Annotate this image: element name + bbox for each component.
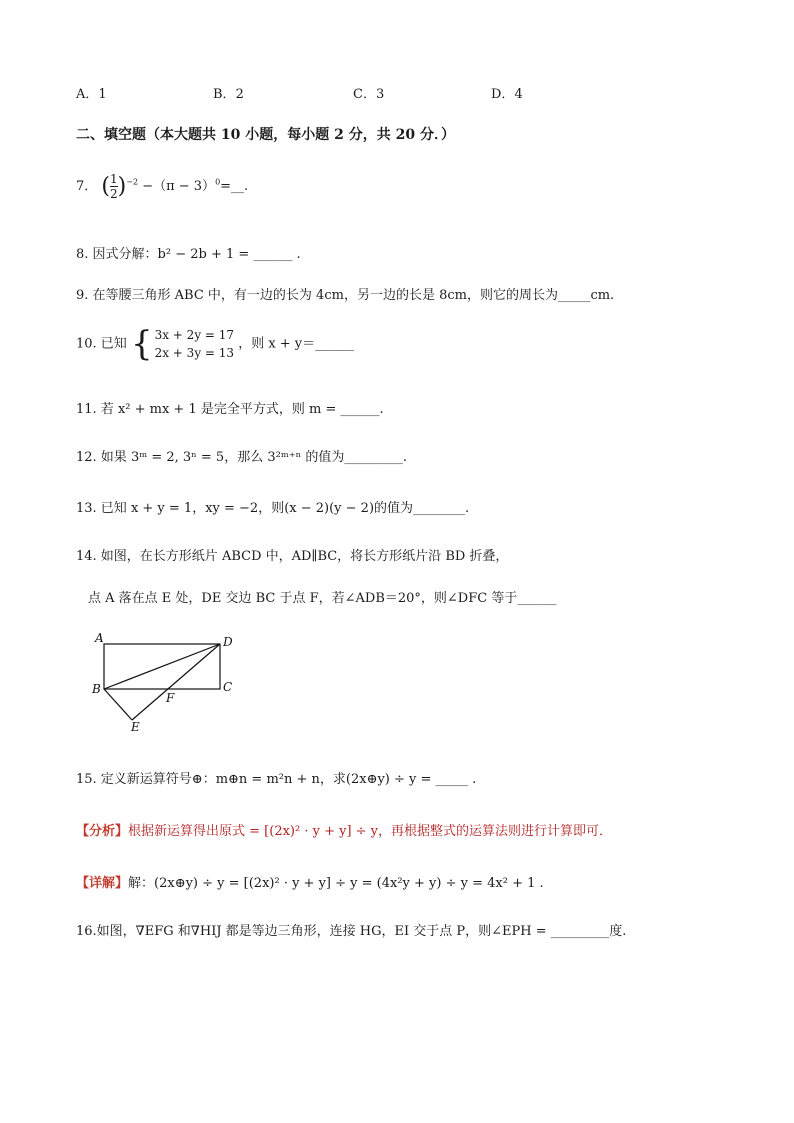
question-9: 9. 在等腰三角形 ABC 中，有一边的长为 4cm，另一边的长是 8cm，则它的周长为_____cm. xyxy=(76,288,615,303)
label-d: D xyxy=(223,635,233,649)
question-7: 7． ( $\frac{1}{2}$ )$^{-2} -(\pi - 3)^0=\_\_$. xyxy=(76,172,249,201)
section-title: 二、填空题（本大题共 10 小题，每小题 2 分，共 20 分．） xyxy=(76,127,455,143)
analysis-tag: 【分析】 xyxy=(76,824,129,839)
analysis-body: 根据新运算得出原式 = [(2x)² · y + y] ÷ y，再根据整式的运算法则进行计算即可． xyxy=(128,824,613,839)
label-a: A xyxy=(95,631,104,645)
label-f: F xyxy=(166,691,175,705)
question-10: 10. 已知 { 3x + 2y = 17 2x + 3y = 13 ，则 x + y＝______ xyxy=(76,324,355,364)
diagonal-bd xyxy=(104,644,220,689)
detail-line xyxy=(76,872,544,891)
question-12: 12. 如果 3ᵐ = 2, 3ⁿ = 5，那么 3²ᵐ⁺ⁿ 的值为_________. xyxy=(76,450,408,465)
detail-body: 解：(2x⊕y) ÷ y = [(2x)² · y + y] ÷ y = (4x²y + y) ÷ y = 4x² + 1 . xyxy=(128,876,544,891)
question-13: 13. 已知 x + y = 1，xy = −2，则(x − 2)(y − 2)的值为________. xyxy=(76,501,470,516)
question-16: 16.如图，∇EFG 和∇HIJ 都是等边三角形，连接 HG，EI 交于点 P，则∠EPH = _________度. xyxy=(76,924,627,939)
rectangle-fold-figure xyxy=(88,628,248,738)
question-15: 15. 定义新运算符号⊕：m⊕n = m²n + n，求(2x⊕y) ÷ y = _____ . xyxy=(76,772,477,787)
analysis-line xyxy=(76,820,612,839)
question-11: 11. 若 x² + mx + 1 是完全平方式，则 m = ______. xyxy=(76,402,384,417)
equation-system: { 3x + 2y = 17 2x + 3y = 13 xyxy=(130,324,235,364)
detail-tag: 【详解】 xyxy=(76,876,129,891)
label-c: C xyxy=(223,680,233,694)
option-c: C．3 xyxy=(353,87,385,102)
question-14-line-2: 点 A 落在点 E 处，DE 交边 BC 于点 F，若∠ADB＝20°，则∠DFC 等于______ xyxy=(88,591,557,606)
question-8: 8. 因式分解：b² − 2b + 1 = ______ . xyxy=(76,247,301,262)
label-e: E xyxy=(131,720,140,734)
label-b: B xyxy=(92,682,101,696)
option-b: B．2 xyxy=(213,87,244,102)
question-14-line-1: 14. 如图，在长方形纸片 ABCD 中，AD∥BC，将长方形纸片沿 BD 折叠， xyxy=(76,549,509,564)
segment-be xyxy=(104,689,132,720)
option-a: A．1 xyxy=(76,87,107,102)
segment-ed xyxy=(132,644,220,720)
option-d: D．4 xyxy=(491,87,523,102)
